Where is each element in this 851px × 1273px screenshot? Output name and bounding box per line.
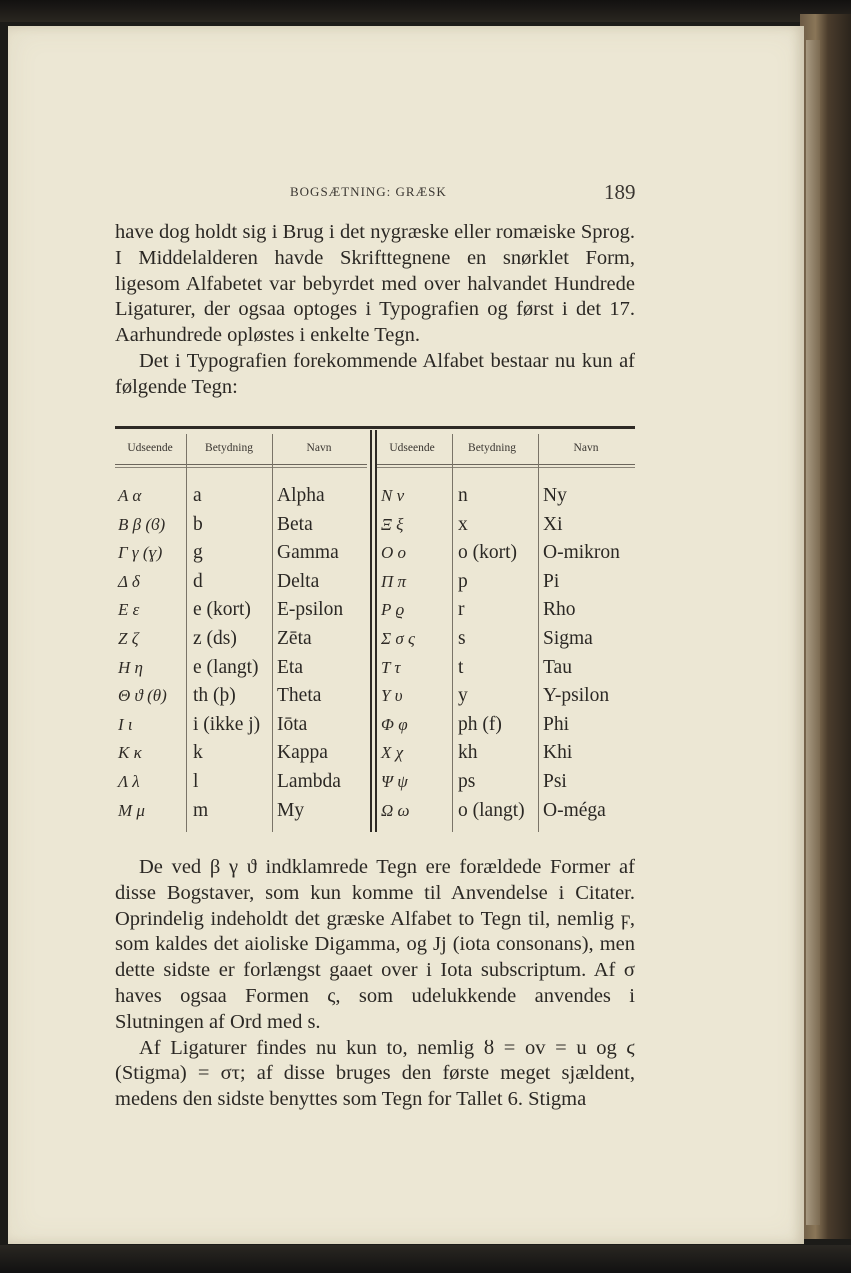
meaning-cell: th (þ)	[193, 685, 236, 707]
intro-text	[115, 220, 635, 401]
meaning-cell: n	[458, 485, 468, 506]
meaning-cell: x	[458, 513, 468, 535]
header-rule	[115, 464, 367, 465]
meaning-cell: e (langt)	[193, 656, 259, 678]
meaning-cell: d	[193, 570, 203, 592]
book-page-edges-inner	[806, 40, 820, 1225]
meaning-cell: i (ikke j)	[193, 713, 261, 735]
greek-letter-cell: Η η	[118, 657, 143, 677]
greek-letter-cell: Λ λ	[118, 772, 140, 791]
letter-name-cell: Y-psilon	[543, 685, 610, 707]
table-top-rule	[115, 426, 635, 429]
letter-name-cell: Eta	[277, 656, 303, 678]
greek-letter-cell: Ε ε	[118, 600, 140, 620]
column-header: Udseende	[389, 442, 435, 454]
meaning-cell: p	[458, 570, 468, 592]
greek-letter-cell: Φ φ	[381, 714, 408, 734]
meaning-cell: l	[193, 771, 199, 792]
meaning-cell: z (ds)	[193, 628, 237, 649]
letter-name-cell: Sigma	[543, 628, 593, 649]
column-divider	[186, 434, 187, 832]
meaning-cell: e (kort)	[193, 599, 251, 621]
letter-name-cell: My	[277, 799, 305, 821]
greek-letter-cell: Α α	[118, 486, 142, 505]
letter-name-cell: Phi	[543, 713, 570, 735]
letter-name-cell: Delta	[277, 570, 320, 592]
body-text	[115, 855, 635, 1113]
letter-name-cell: O-mikron	[543, 542, 620, 564]
meaning-cell: s	[458, 628, 466, 649]
letter-name-cell: Alpha	[277, 485, 325, 506]
greek-letter-cell: Μ μ	[118, 800, 145, 820]
paragraph: De ved β γ ϑ indklamrede Tegn ere forældede Former af disse Bogstaver, som kun komme til Anvendelse i Citater. Oprindelig indeholdt det græske Alfabet to Tegn til, nemlig ϝ, som kaldes det aioliske Digamma, og Jj (iota consonans), men dette sidste er forlængst gaaet over i Iota subscriptum. Af σ haves ogsaa Formen ς, som udelukkende anvendes i Slutningen af Ord med s.	[115, 856, 635, 1033]
center-double-rule	[375, 430, 377, 832]
greek-letter-cell: Ρ ϱ	[381, 600, 405, 620]
center-double-rule	[370, 430, 372, 832]
meaning-cell: r	[458, 599, 465, 621]
letter-name-cell: E-psilon	[277, 599, 344, 621]
column-header: Navn	[306, 442, 332, 454]
meaning-cell: ph (f)	[458, 713, 502, 735]
scan-bottom-edge	[0, 1245, 851, 1273]
meaning-cell: ps	[458, 771, 476, 792]
header-rule	[377, 464, 635, 465]
page-header	[8, 182, 804, 206]
page-number: 189	[604, 180, 636, 204]
letter-name-cell: Khi	[543, 742, 573, 764]
column-header: Betydning	[468, 442, 516, 454]
letter-name-cell: Gamma	[277, 542, 339, 564]
letter-name-cell: Psi	[543, 771, 567, 792]
letter-name-cell: Lambda	[277, 771, 341, 792]
meaning-cell: g	[193, 542, 203, 564]
column-header: Navn	[573, 442, 599, 454]
header-rule	[377, 467, 635, 468]
letter-name-cell: Pi	[543, 570, 560, 592]
meaning-cell: kh	[458, 742, 478, 764]
letter-name-cell: Ny	[543, 485, 567, 506]
meaning-cell: a	[193, 485, 202, 506]
greek-letter-cell: Ζ ζ	[118, 629, 139, 648]
greek-letter-cell: Θ ϑ (θ)	[118, 686, 167, 706]
letter-name-cell: O-méga	[543, 799, 606, 821]
paragraph: Det i Typografien forekommende Alfabet bestaar nu kun af følgende Tegn:	[115, 349, 635, 398]
running-head: BOGSÆTNING: GRÆSK	[290, 184, 447, 199]
greek-letter-cell: Δ δ	[118, 571, 140, 591]
greek-letter-cell: Π π	[381, 571, 407, 591]
letter-name-cell: Theta	[277, 685, 322, 707]
meaning-cell: y	[458, 685, 468, 707]
letter-name-cell: Tau	[543, 656, 572, 678]
column-divider	[452, 434, 453, 832]
meaning-cell: t	[458, 656, 464, 678]
greek-letter-cell: Χ χ	[381, 743, 404, 763]
greek-letter-cell: Ψ ψ	[381, 772, 408, 791]
letter-name-cell: Beta	[277, 513, 313, 535]
meaning-cell: k	[193, 742, 203, 764]
greek-letter-cell: Υ υ	[381, 686, 403, 706]
header-rule	[115, 467, 367, 468]
greek-letter-cell: Ω ω	[381, 800, 410, 820]
meaning-cell: o (kort)	[458, 542, 518, 564]
letter-name-cell: Xi	[543, 513, 563, 535]
meaning-cell: o (langt)	[458, 799, 525, 821]
greek-letter-cell: Β β (ϐ)	[118, 514, 166, 534]
book-page	[8, 26, 804, 1244]
greek-letter-cell: Σ σ ς	[381, 629, 415, 648]
letter-name-cell: Rho	[543, 599, 576, 621]
column-header: Betydning	[205, 442, 253, 454]
greek-letter-cell: Ν ν	[381, 486, 405, 505]
letter-name-cell: Kappa	[277, 742, 328, 764]
greek-letter-cell: Τ τ	[381, 657, 401, 677]
letter-name-cell: Iōta	[277, 713, 308, 735]
paragraph: have dog holdt sig i Brug i det nygræske eller romæiske Sprog. I Middelalderen havde Skrifttegnene en snørklet Form, ligesom Alfabetet var bebyrdet med over halvandet Hundrede Ligaturer, der ogsaa optoges i Typografien og først i det 17. Aarhundrede opløstes i enkelte Tegn.	[115, 221, 635, 347]
column-header: Udseende	[127, 442, 173, 454]
scan-top-edge	[0, 0, 851, 22]
letter-name-cell: Zēta	[277, 628, 312, 649]
meaning-cell: b	[193, 513, 203, 535]
greek-letter-cell: Ξ ξ	[381, 514, 404, 534]
greek-letter-cell: Γ γ (ɣ)	[118, 543, 163, 563]
greek-letter-cell: Ι ι	[118, 714, 133, 734]
greek-letter-cell: Ο ο	[381, 543, 407, 563]
column-divider	[272, 434, 273, 832]
greek-letter-cell: Κ κ	[118, 743, 142, 763]
alphabet-table	[115, 430, 635, 836]
meaning-cell: m	[193, 799, 209, 821]
column-divider	[538, 434, 539, 832]
paragraph: Af Ligaturer findes nu kun to, nemlig ȣ = ov = u og ϛ (Stigma) = στ; af disse bruges den første meget sjældent, medens den sidste benyttes som Tegn for Tallet 6. Stigma	[115, 1036, 635, 1111]
